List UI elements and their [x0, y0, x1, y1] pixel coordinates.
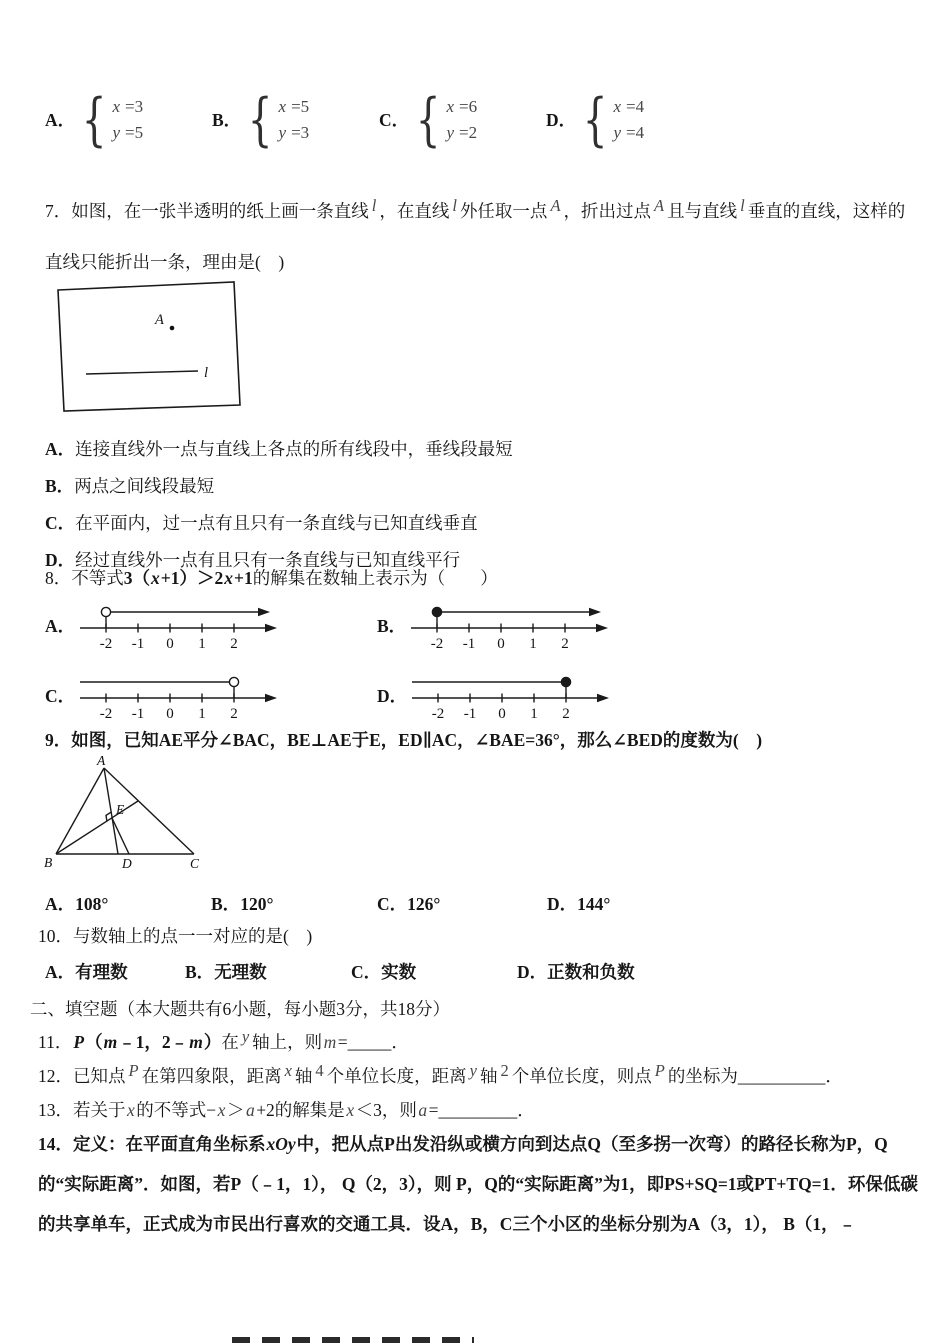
option-text: 连接直线外一点与直线上各点的所有线段中，垂线段最短	[75, 439, 513, 459]
axis-arrow	[265, 694, 277, 702]
eq-value: =5	[291, 96, 310, 116]
q7-option-c	[45, 505, 513, 542]
numberline-a	[78, 597, 280, 651]
option-label: C．	[379, 110, 410, 131]
q9-option-c	[377, 891, 547, 916]
point-d-label: D	[122, 856, 132, 871]
q10-option-d	[517, 959, 635, 984]
side-ab	[56, 768, 104, 854]
option-label: B．	[185, 962, 215, 982]
q12-stem: 12．已知点 P 在第四象限，距离 x 轴 4 个单位长度，距离 y 轴 2 个单位长度，则点 P 的坐标为__________．	[38, 1061, 843, 1086]
line-l-label: l	[204, 365, 209, 381]
option-text: 有理数	[75, 962, 128, 982]
tick-label: 0	[498, 706, 506, 721]
option-text: 126°	[407, 894, 441, 914]
eq-var: y	[278, 122, 287, 142]
equation-line	[447, 97, 478, 117]
equation-line	[279, 97, 310, 117]
tick-label: 2	[562, 706, 570, 721]
q9-option-a	[45, 891, 211, 916]
option-label: D．	[546, 110, 577, 131]
tick-label: 0	[166, 636, 174, 651]
eq-var: y	[112, 122, 121, 142]
q8-choice-a	[45, 597, 377, 651]
tick-label: -1	[462, 636, 476, 651]
tick-label: 1	[198, 706, 206, 721]
option-label: A．	[45, 962, 76, 982]
open-circle	[230, 677, 239, 686]
eq-var: y	[613, 122, 622, 142]
tick-label: -1	[463, 706, 477, 721]
q8-choice-d	[377, 667, 612, 721]
eq-value: =2	[459, 122, 478, 142]
tick-label: 2	[561, 636, 569, 651]
q9-option-b	[211, 891, 377, 916]
option-text: 120°	[240, 894, 274, 914]
ray-arrow	[258, 608, 270, 616]
left-brace-icon: {	[81, 86, 107, 153]
option-label: D．	[377, 686, 408, 706]
q10-option-c	[351, 959, 517, 984]
vertex-a-label: A	[97, 754, 106, 768]
option-label: C．	[377, 894, 408, 914]
q6-choice-b	[212, 86, 379, 153]
option-label: C．	[45, 513, 76, 533]
q9-stem: 9．如图，已知AE平分∠BAC，BE⊥AE于E，ED∥AC，∠BAE=36°，那么∠BED的度数为( )	[45, 730, 763, 750]
left-brace-icon: {	[582, 86, 608, 153]
numberline-c	[78, 667, 280, 721]
option-text: 实数	[381, 962, 417, 982]
eq-var: x	[112, 96, 121, 116]
eq-value: =4	[626, 96, 645, 116]
cutoff-bottom-artifact	[232, 1337, 474, 1343]
q9-option-d	[547, 891, 610, 916]
tick-label: 1	[529, 636, 537, 651]
point-a-dot	[170, 326, 175, 331]
option-text: 正数和负数	[547, 962, 635, 982]
option-label: A．	[45, 110, 76, 131]
q6-choices-row	[45, 86, 645, 153]
option-label: B．	[377, 616, 407, 636]
tick-label: -2	[99, 636, 113, 651]
q10-option-a	[45, 959, 185, 984]
vertex-c-label: C	[190, 856, 200, 871]
q6-choice-d	[546, 86, 645, 153]
artifact-marks	[232, 1337, 474, 1343]
equation-line	[614, 123, 645, 143]
option-label: A．	[45, 894, 76, 914]
q7-option-a	[45, 431, 513, 468]
paper-outline	[58, 282, 240, 411]
option-text: 两点之间线段最短	[74, 476, 215, 496]
option-label: B．	[212, 110, 242, 131]
option-label: A．	[45, 439, 76, 459]
axis-arrow	[596, 624, 608, 632]
tick-label: -2	[431, 706, 445, 721]
equation-system	[279, 97, 310, 143]
q6-choice-a	[45, 86, 212, 153]
q9-figure	[42, 754, 222, 876]
equation-system	[113, 97, 144, 143]
eq-var: y	[446, 122, 455, 142]
eq-var: x	[278, 96, 287, 116]
numberline-d	[410, 667, 612, 721]
point-e-label: E	[116, 802, 125, 817]
eq-value: =5	[125, 122, 144, 142]
option-label: B．	[45, 476, 75, 496]
triangle-lines	[56, 768, 194, 854]
option-label: B．	[211, 894, 241, 914]
option-text: 144°	[577, 894, 611, 914]
tick-label: -1	[131, 706, 145, 721]
q13-stem: 13．若关于x的不等式−x＞a+2的解集是x＜3，则a=_________．	[38, 1100, 535, 1120]
eq-var: x	[613, 96, 622, 116]
option-label: D．	[45, 550, 76, 570]
eq-value: =6	[459, 96, 478, 116]
tick-label: -2	[99, 706, 113, 721]
q11-stem: 11．P（m﹣1，2﹣m）在 y 轴上，则m=_____．	[38, 1027, 409, 1052]
numberline-b	[409, 597, 611, 651]
q7-figure	[55, 278, 245, 415]
q7-stem: 7．如图，在一张半透明的纸上画一条直线 l ，在直线 l 外任取一点 A ，折出过点 A 且与直线 l 垂直的直线，这样的直线只能折出一条，理由是( )	[45, 196, 906, 272]
eq-value: =3	[125, 96, 144, 116]
option-text: 在平面内，过一点有且只有一条直线与已知直线垂直	[75, 513, 478, 533]
option-label: D．	[517, 962, 548, 982]
axis-arrow	[597, 694, 609, 702]
tick-label: -2	[430, 636, 444, 651]
option-label: C．	[351, 962, 382, 982]
eq-var: x	[446, 96, 455, 116]
point-a-label: A	[155, 312, 164, 328]
equation-system	[447, 97, 478, 143]
axis-arrow	[265, 624, 277, 632]
option-label: D．	[547, 894, 578, 914]
equation-line	[447, 123, 478, 143]
equation-line	[113, 123, 144, 143]
tick-label: 2	[230, 706, 238, 721]
line-l	[86, 371, 198, 374]
tick-label: 0	[497, 636, 505, 651]
tick-label: -1	[131, 636, 145, 651]
equation-line	[614, 97, 645, 117]
eq-value: =4	[626, 122, 645, 142]
q14-stem: 14．定义：在平面直角坐标系xOy中，把从点P出发沿纵或横方向到达点Q（至多拐一次弯）的路径长称为P，Q的“实际距离”．如图，若P（﹣1，1）， Q（2，3），则 P，Q的“实际距离”为1，即PS+SQ=1或PT+TQ=1．环保低碳的共享单车，正式成为市民出行喜欢的交通工具．设A，B，C三个小区的坐标分别为A（3，1）， B（1，﹣	[38, 1134, 918, 1234]
q7-option-b	[45, 468, 513, 505]
equation-line	[279, 123, 310, 143]
option-text: 经过直线外一点有且只有一条直线与已知直线平行	[75, 550, 461, 570]
tick-label: 0	[166, 706, 174, 721]
option-label: C．	[45, 686, 76, 706]
q9-options	[45, 891, 610, 916]
q10-stem: 10．与数轴上的点一一对应的是( )	[38, 926, 313, 946]
vertex-b-label: B	[44, 855, 53, 870]
q7-options	[45, 431, 513, 579]
left-brace-icon: {	[247, 86, 273, 153]
left-brace-icon: {	[415, 86, 441, 153]
tick-label: 2	[230, 636, 238, 651]
q8-choice-c	[45, 667, 377, 721]
open-circle	[102, 607, 111, 616]
option-text: 无理数	[214, 962, 267, 982]
q10-options	[45, 959, 635, 984]
q8-stem: 8．不等式3（x+1）＞2x+1的解集在数轴上表示为（ ）	[45, 568, 498, 588]
ray-arrow	[589, 608, 601, 616]
section2-header: 二、填空题（本大题共有6小题，每小题3分，共18分）	[30, 999, 450, 1019]
filled-circle	[562, 677, 571, 686]
option-label: A．	[45, 616, 76, 636]
tick-label: 1	[530, 706, 538, 721]
tick-label: 1	[198, 636, 206, 651]
q6-choice-c	[379, 86, 546, 153]
equation-line	[113, 97, 144, 117]
q8-choices	[45, 597, 612, 721]
eq-value: =3	[291, 122, 310, 142]
filled-circle	[433, 607, 442, 616]
q8-choice-b	[377, 597, 612, 651]
q10-option-b	[185, 959, 351, 984]
equation-system	[614, 97, 645, 143]
option-text: 108°	[75, 894, 109, 914]
